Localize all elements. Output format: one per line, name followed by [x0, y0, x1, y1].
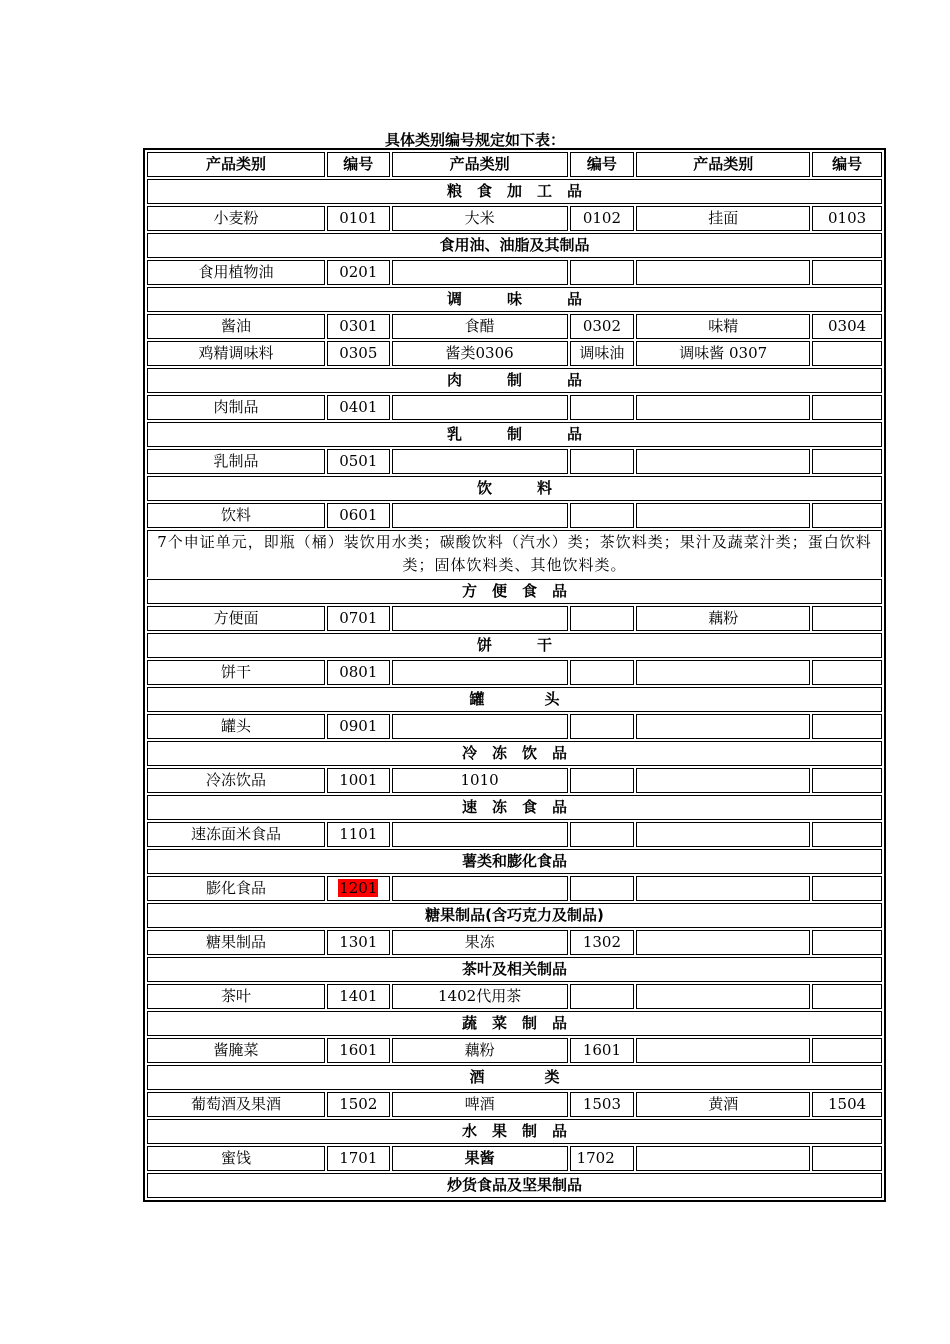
section-category: 肉 制 品	[147, 368, 882, 393]
table-cell	[636, 449, 810, 474]
table-cell: 0103	[812, 206, 882, 231]
table-cell: 0102	[570, 206, 635, 231]
table-cell	[636, 876, 810, 901]
table-cell	[812, 876, 882, 901]
table-cell: 小麦粉	[147, 206, 325, 231]
section-category: 食用油、油脂及其制品	[147, 233, 882, 258]
section-category: 糖果制品(含巧克力及制品)	[147, 903, 882, 928]
section-row	[147, 368, 882, 393]
table-cell: 饮料	[147, 503, 325, 528]
table-cell	[570, 606, 635, 631]
section-row	[147, 179, 882, 204]
table-cell: 啤酒	[392, 1092, 568, 1117]
table-row	[147, 314, 882, 339]
table-cell: 果酱	[392, 1146, 568, 1171]
table-cell: 0401	[327, 395, 390, 420]
section-row	[147, 579, 882, 604]
header-category-3: 产品类别	[636, 152, 810, 177]
section-row	[147, 687, 882, 712]
table-cell	[392, 606, 568, 631]
table-row	[147, 260, 882, 285]
table-cell	[392, 449, 568, 474]
table-row	[147, 341, 882, 366]
section-row	[147, 233, 882, 258]
table-cell: 0302	[570, 314, 635, 339]
table-cell	[636, 1146, 810, 1171]
table-cell	[570, 822, 635, 847]
table-cell	[392, 876, 568, 901]
table-cell: 1101	[327, 822, 390, 847]
table-cell: 0301	[327, 314, 390, 339]
table-cell: 0501	[327, 449, 390, 474]
section-category: 蔬 菜 制 品	[147, 1011, 882, 1036]
section-category: 冷 冻 饮 品	[147, 741, 882, 766]
table-cell	[812, 503, 882, 528]
section-category: 调 味 品	[147, 287, 882, 312]
section-category: 速 冻 食 品	[147, 795, 882, 820]
table-cell: 糖果制品	[147, 930, 325, 955]
table-cell: 调味油	[570, 341, 635, 366]
table-cell	[812, 714, 882, 739]
table-cell: 大米	[392, 206, 568, 231]
section-category: 茶叶及相关制品	[147, 957, 882, 982]
section-category: 酒 类	[147, 1065, 882, 1090]
section-row	[147, 422, 882, 447]
table-row	[147, 768, 882, 793]
table-row	[147, 876, 882, 901]
table-cell: 0101	[327, 206, 390, 231]
table-cell: 冷冻饮品	[147, 768, 325, 793]
table-cell	[812, 822, 882, 847]
table-cell	[812, 1146, 882, 1171]
table-cell	[636, 984, 810, 1009]
table-cell: 速冻面米食品	[147, 822, 325, 847]
table-cell	[812, 660, 882, 685]
table-cell: 罐头	[147, 714, 325, 739]
header-category-1: 产品类别	[147, 152, 325, 177]
table-cell: 食用植物油	[147, 260, 325, 285]
section-row	[147, 633, 882, 658]
header-code-2: 编号	[570, 152, 635, 177]
table-cell: 果冻	[392, 930, 568, 955]
section-category: 饼 干	[147, 633, 882, 658]
table-cell: 1601	[570, 1038, 635, 1063]
section-row	[147, 476, 882, 501]
table-cell: 0701	[327, 606, 390, 631]
table-cell: 膨化食品	[147, 876, 325, 901]
table-cell	[392, 714, 568, 739]
table-row	[147, 449, 882, 474]
table-cell	[392, 395, 568, 420]
table-cell	[636, 768, 810, 793]
table-cell: 1502	[327, 1092, 390, 1117]
table-cell: 藕粉	[392, 1038, 568, 1063]
table-cell	[812, 768, 882, 793]
section-category: 罐 头	[147, 687, 882, 712]
table-cell: 鸡精调味料	[147, 341, 325, 366]
header-code-1: 编号	[327, 152, 390, 177]
section-row	[147, 1065, 882, 1090]
section-row	[147, 1011, 882, 1036]
section-row	[147, 795, 882, 820]
table-cell: 黄酒	[636, 1092, 810, 1117]
table-cell: 1301	[327, 930, 390, 955]
table-cell	[636, 1038, 810, 1063]
section-category: 粮 食 加 工 品	[147, 179, 882, 204]
section-row	[147, 849, 882, 874]
table-cell: 0901	[327, 714, 390, 739]
table-row	[147, 1038, 882, 1063]
highlighted-code: 1201	[339, 879, 378, 897]
category-code-table	[143, 148, 886, 1202]
table-cell: 乳制品	[147, 449, 325, 474]
table-cell: 挂面	[636, 206, 810, 231]
table-cell: 食醋	[392, 314, 568, 339]
table-cell: 1504	[812, 1092, 882, 1117]
table-cell	[812, 341, 882, 366]
table-cell: 0304	[812, 314, 882, 339]
table-cell	[392, 503, 568, 528]
table-cell: 1010	[392, 768, 568, 793]
page-title: 具体类别编号规定如下表：	[384, 131, 565, 149]
table-cell	[392, 260, 568, 285]
table-cell: 1601	[327, 1038, 390, 1063]
table-row	[147, 503, 882, 528]
table-cell	[327, 876, 390, 901]
table-cell: 0801	[327, 660, 390, 685]
table-cell	[636, 822, 810, 847]
table-cell: 酱油	[147, 314, 325, 339]
table-cell	[392, 822, 568, 847]
section-row	[147, 1173, 882, 1198]
table-row	[147, 395, 882, 420]
table-row	[147, 1146, 882, 1171]
table-cell	[570, 503, 635, 528]
table-cell: 1402代用茶	[392, 984, 568, 1009]
note-row	[147, 530, 882, 577]
table-row	[147, 1092, 882, 1117]
table-row	[147, 822, 882, 847]
table-row	[147, 660, 882, 685]
section-row	[147, 957, 882, 982]
section-category: 薯类和膨化食品	[147, 849, 882, 874]
table-cell	[636, 930, 810, 955]
table-cell	[570, 876, 635, 901]
table-cell	[570, 714, 635, 739]
section-category: 炒货食品及坚果制品	[147, 1173, 882, 1198]
table-cell	[636, 660, 810, 685]
section-row	[147, 287, 882, 312]
header-row	[147, 152, 882, 177]
table-cell: 茶叶	[147, 984, 325, 1009]
table-cell	[636, 260, 810, 285]
table-cell	[812, 449, 882, 474]
table-cell	[570, 395, 635, 420]
table-cell	[392, 660, 568, 685]
table-cell	[570, 768, 635, 793]
table-cell: 肉制品	[147, 395, 325, 420]
table-cell: 1401	[327, 984, 390, 1009]
table-cell	[636, 395, 810, 420]
table-cell	[636, 714, 810, 739]
table-cell	[570, 984, 635, 1009]
header-category-2: 产品类别	[392, 152, 568, 177]
section-category: 乳 制 品	[147, 422, 882, 447]
section-category: 饮 料	[147, 476, 882, 501]
table-row	[147, 984, 882, 1009]
table-cell	[636, 503, 810, 528]
table-cell: 0305	[327, 341, 390, 366]
table-cell	[812, 606, 882, 631]
table-cell: 1001	[327, 768, 390, 793]
table-cell: 1701	[327, 1146, 390, 1171]
table-cell	[812, 395, 882, 420]
table-cell	[812, 1038, 882, 1063]
table-cell	[570, 449, 635, 474]
table-row	[147, 606, 882, 631]
table-row	[147, 206, 882, 231]
section-category: 水 果 制 品	[147, 1119, 882, 1144]
table-row	[147, 714, 882, 739]
section-row	[147, 1119, 882, 1144]
table-cell	[812, 984, 882, 1009]
table-cell: 1702	[570, 1146, 635, 1171]
table-cell: 1503	[570, 1092, 635, 1117]
section-row	[147, 903, 882, 928]
table-cell: 0201	[327, 260, 390, 285]
table-cell	[812, 930, 882, 955]
table-cell: 0601	[327, 503, 390, 528]
table-cell: 饼干	[147, 660, 325, 685]
table-cell: 味精	[636, 314, 810, 339]
section-category: 方 便 食 品	[147, 579, 882, 604]
table-cell: 酱腌菜	[147, 1038, 325, 1063]
table-cell	[570, 260, 635, 285]
table-cell: 蜜饯	[147, 1146, 325, 1171]
section-row	[147, 741, 882, 766]
table-cell	[570, 660, 635, 685]
table-cell: 葡萄酒及果酒	[147, 1092, 325, 1117]
header-code-3: 编号	[812, 152, 882, 177]
table-cell	[812, 260, 882, 285]
table-cell: 方便面	[147, 606, 325, 631]
table-cell: 调味酱 0307	[636, 341, 810, 366]
table-row	[147, 930, 882, 955]
table-cell: 酱类0306	[392, 341, 568, 366]
section-note: 7个申证单元，即瓶（桶）装饮用水类；碳酸饮料（汽水）类；茶饮料类；果汁及蔬菜汁类；蛋白饮料类；固体饮料类、其他饮料类。	[147, 530, 882, 577]
table-cell: 1302	[570, 930, 635, 955]
table-cell: 藕粉	[636, 606, 810, 631]
